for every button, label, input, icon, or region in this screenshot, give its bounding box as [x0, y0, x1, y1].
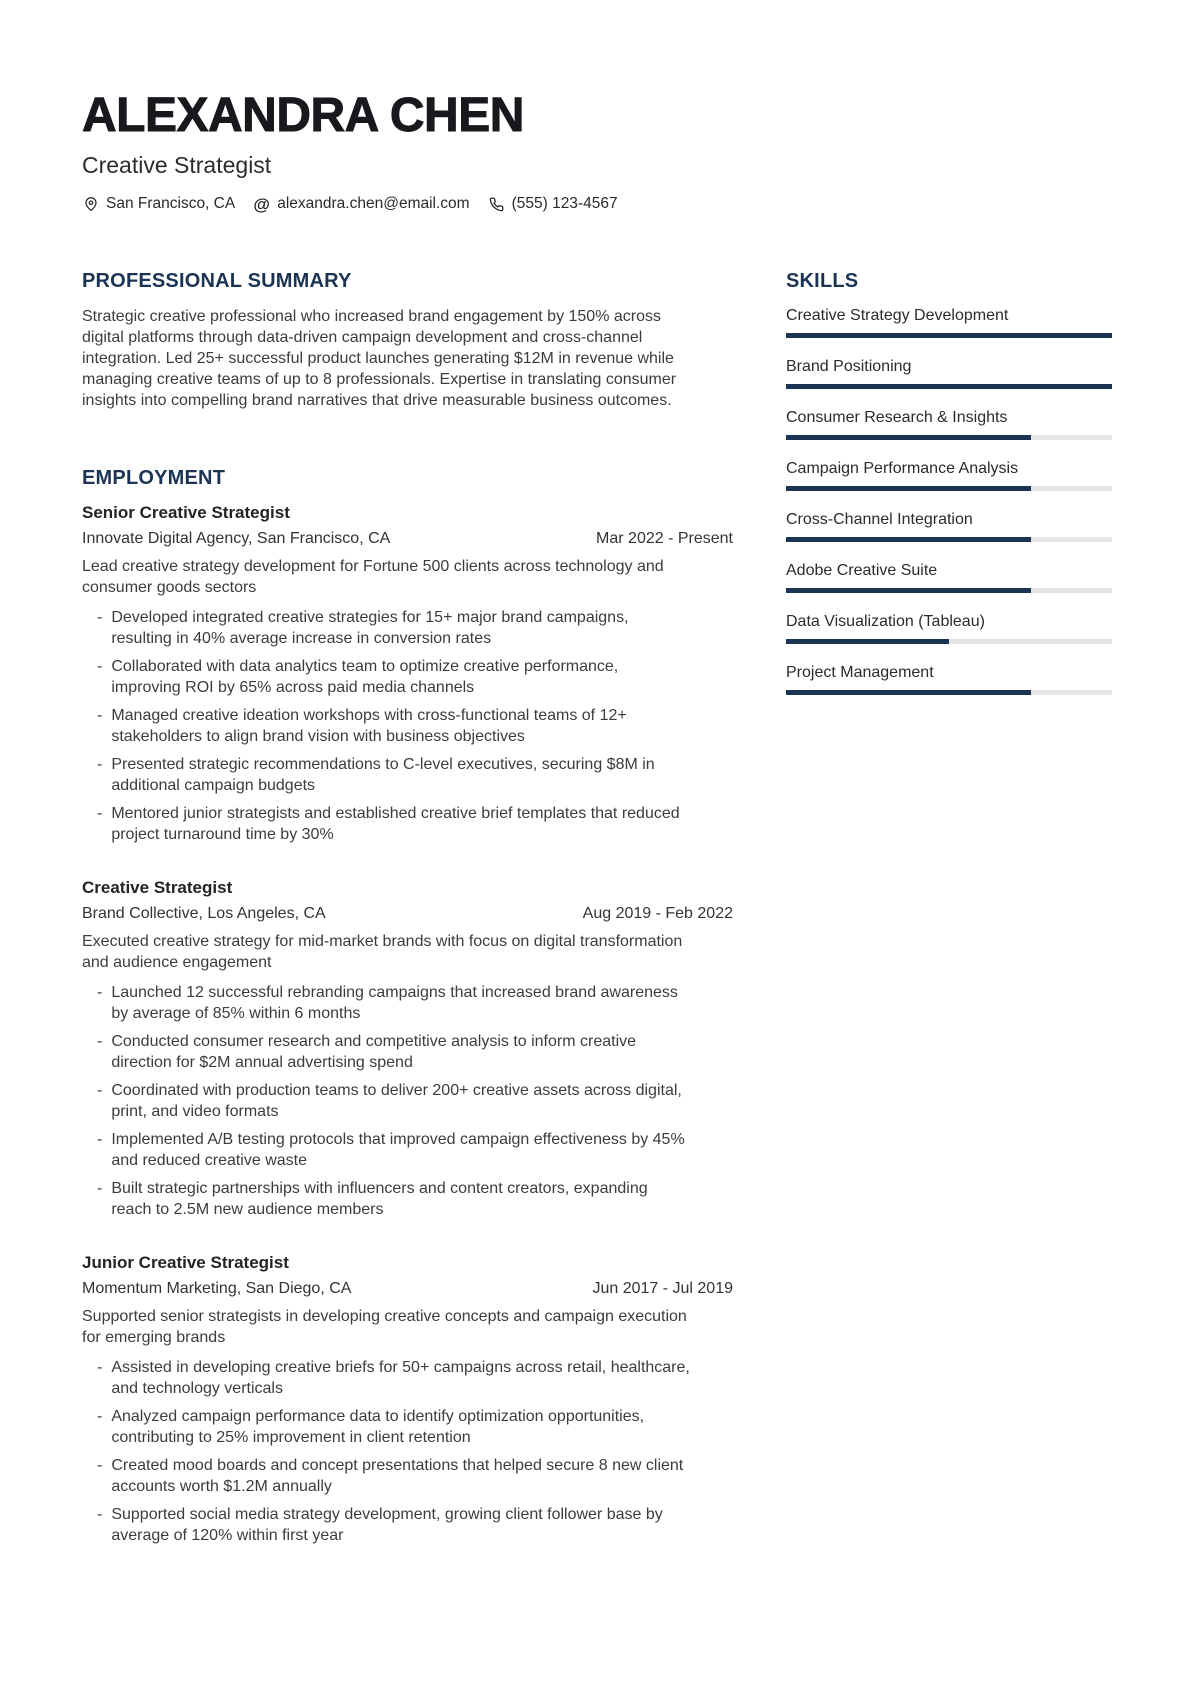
- job-dates: Aug 2019 - Feb 2022: [582, 905, 733, 923]
- skill-label: Consumer Research & Insights: [786, 409, 1008, 427]
- employment-section: [82, 467, 733, 1546]
- summary-section: [82, 270, 733, 411]
- job-dates: Mar 2022 - Present: [596, 530, 733, 548]
- skill-label: Campaign Performance Analysis: [786, 460, 1019, 478]
- skill-label: Adobe Creative Suite: [786, 562, 938, 580]
- skill-progress-track: [786, 435, 1112, 440]
- skills-list: [786, 306, 1112, 695]
- job-bullet-text: - Supported social media strategy development, growing client follower base by average of 120% within first year: [111, 1506, 663, 1545]
- job-bullet: [82, 1178, 733, 1220]
- job-entry: [82, 1253, 733, 1546]
- skill-item: [786, 612, 1112, 644]
- skill-item: [786, 408, 1112, 440]
- job-bullet: [82, 1031, 733, 1073]
- job-bullet: [82, 803, 733, 845]
- contact-email: [253, 195, 469, 213]
- skills-column: [786, 270, 1112, 1579]
- job-entry: [82, 503, 733, 845]
- job-description: Supported senior strategists in developing creative concepts and campaign execution for emerging brands: [82, 1308, 687, 1347]
- location-pin-icon: [82, 196, 99, 213]
- job-bullet-text: - Coordinated with production teams to deliver 200+ creative assets across digital, print, and video formats: [111, 1082, 682, 1121]
- skills-section: [786, 270, 1112, 695]
- job-bullet: [82, 656, 733, 698]
- skill-progress-track: [786, 588, 1112, 593]
- job-bullet-text: - Mentored junior strategists and established creative brief templates that reduced project turnaround time by 30%: [111, 805, 680, 844]
- skill-item: [786, 357, 1112, 389]
- phone-icon: [488, 196, 505, 213]
- skill-progress-fill: [786, 435, 1031, 440]
- job-bullets: [82, 982, 733, 1220]
- skill-progress-track: [786, 384, 1112, 389]
- skill-item: [786, 510, 1112, 542]
- skill-progress-fill: [786, 537, 1031, 542]
- skill-progress-track: [786, 639, 1112, 644]
- job-company: Innovate Digital Agency, San Francisco, CA: [82, 530, 391, 548]
- skill-progress-track: [786, 690, 1112, 695]
- job-bullet-text: - Launched 12 successful rebranding campaigns that increased brand awareness by average of 85% within 6 months: [111, 984, 678, 1023]
- job-bullet-text: - Presented strategic recommendations to C-level executives, securing $8M in additional campaign budgets: [111, 756, 655, 795]
- job-bullet: [82, 1406, 733, 1448]
- skill-item: [786, 663, 1112, 695]
- phone-text: (555) 123-4567: [511, 195, 618, 213]
- job-meta-row: [82, 1280, 733, 1298]
- contact-row: [82, 195, 1112, 213]
- job-company: Momentum Marketing, San Diego, CA: [82, 1280, 352, 1298]
- job-bullet: [82, 1504, 733, 1546]
- job-bullets: [82, 1357, 733, 1546]
- job-bullets: [82, 607, 733, 845]
- skills-heading: SKILLS: [786, 270, 859, 293]
- skill-progress-track: [786, 333, 1112, 338]
- job-bullet-text: - Managed creative ideation workshops with cross-functional teams of 12+ stakeholders to align brand vision with business objectives: [111, 707, 627, 746]
- skill-label: Project Management: [786, 664, 934, 682]
- job-entry-title: Senior Creative Strategist: [82, 503, 290, 523]
- email-text: alexandra.chen@email.com: [277, 195, 470, 213]
- job-bullet-text: - Implemented A/B testing protocols that improved campaign effectiveness by 45% and reduced creative waste: [111, 1131, 685, 1170]
- job-bullet-text: - Conducted consumer research and competitive analysis to inform creative direction for $2M annual advertising spend: [111, 1033, 637, 1072]
- job-bullet: [82, 705, 733, 747]
- main-column: [82, 270, 733, 1579]
- job-entry: [82, 878, 733, 1220]
- job-bullet-text: - Developed integrated creative strategies for 15+ major brand campaigns, resulting in 40% average increase in conversion rates: [111, 609, 629, 648]
- at-sign-icon: @: [253, 194, 270, 214]
- job-bullet: [82, 1357, 733, 1399]
- job-bullet: [82, 1129, 733, 1171]
- skill-progress-track: [786, 486, 1112, 491]
- skill-label: Data Visualization (Tableau): [786, 613, 985, 631]
- skill-item: [786, 306, 1112, 338]
- summary-text: Strategic creative professional who increased brand engagement by 150% across digital platforms through data-driven campaign development and cross-channel integration. Led 25+ successful product launches generating $12M in revenue while managing creative teams of up to 8 professionals. Expertise in translating consumer insights into compelling brand narratives that drive measurable business outcomes.: [82, 308, 677, 410]
- job-entry-title: Junior Creative Strategist: [82, 1253, 289, 1273]
- person-job-title: Creative Strategist: [82, 152, 272, 178]
- skill-label: Cross-Channel Integration: [786, 511, 973, 529]
- job-entry-title: Creative Strategist: [82, 878, 233, 898]
- job-bullet: [82, 982, 733, 1024]
- skill-label: Creative Strategy Development: [786, 307, 1009, 325]
- location-text: San Francisco, CA: [106, 195, 236, 213]
- job-description: Lead creative strategy development for Fortune 500 clients across technology and consumer goods sectors: [82, 558, 664, 597]
- content-columns: [82, 270, 1112, 1579]
- skill-progress-fill: [786, 639, 949, 644]
- job-bullet: [82, 1080, 733, 1122]
- skill-label: Brand Positioning: [786, 358, 912, 376]
- job-bullet-text: - Built strategic partnerships with influencers and content creators, expanding reach to 2.5M new audience members: [111, 1180, 648, 1219]
- skill-progress-fill: [786, 690, 1031, 695]
- job-bullet-text: - Analyzed campaign performance data to identify optimization opportunities, contributing to 25% improvement in client retention: [111, 1408, 645, 1447]
- skill-progress-fill: [786, 588, 1031, 593]
- skill-progress-fill: [786, 384, 1112, 389]
- job-meta-row: [82, 530, 733, 548]
- jobs-list: [82, 503, 733, 1546]
- skill-item: [786, 459, 1112, 491]
- job-description: Executed creative strategy for mid-market brands with focus on digital transformation and audience engagement: [82, 933, 683, 972]
- job-bullet-text: - Assisted in developing creative briefs for 50+ campaigns across retail, healthcare, and technology verticals: [111, 1359, 690, 1398]
- skill-progress-fill: [786, 486, 1031, 491]
- job-dates: Jun 2017 - Jul 2019: [592, 1280, 733, 1298]
- job-bullet: [82, 754, 733, 796]
- header: [82, 89, 1112, 214]
- job-bullet-text: - Collaborated with data analytics team to optimize creative performance, improving ROI by 65% across paid media channels: [111, 658, 619, 697]
- summary-heading: PROFESSIONAL SUMMARY: [82, 270, 352, 293]
- job-meta-row: [82, 905, 733, 923]
- job-bullet: [82, 1455, 733, 1497]
- contact-location: [82, 195, 235, 213]
- job-company: Brand Collective, Los Angeles, CA: [82, 905, 326, 923]
- skill-progress-track: [786, 537, 1112, 542]
- person-name: ALEXANDRA CHEN: [82, 89, 524, 142]
- job-bullet-text: - Created mood boards and concept presentations that helped secure 8 new client accounts worth $1.2M annually: [111, 1457, 684, 1496]
- job-bullet: [82, 607, 733, 649]
- employment-heading: EMPLOYMENT: [82, 467, 226, 490]
- skill-item: [786, 561, 1112, 593]
- contact-phone: [488, 195, 618, 213]
- skill-progress-fill: [786, 333, 1112, 338]
